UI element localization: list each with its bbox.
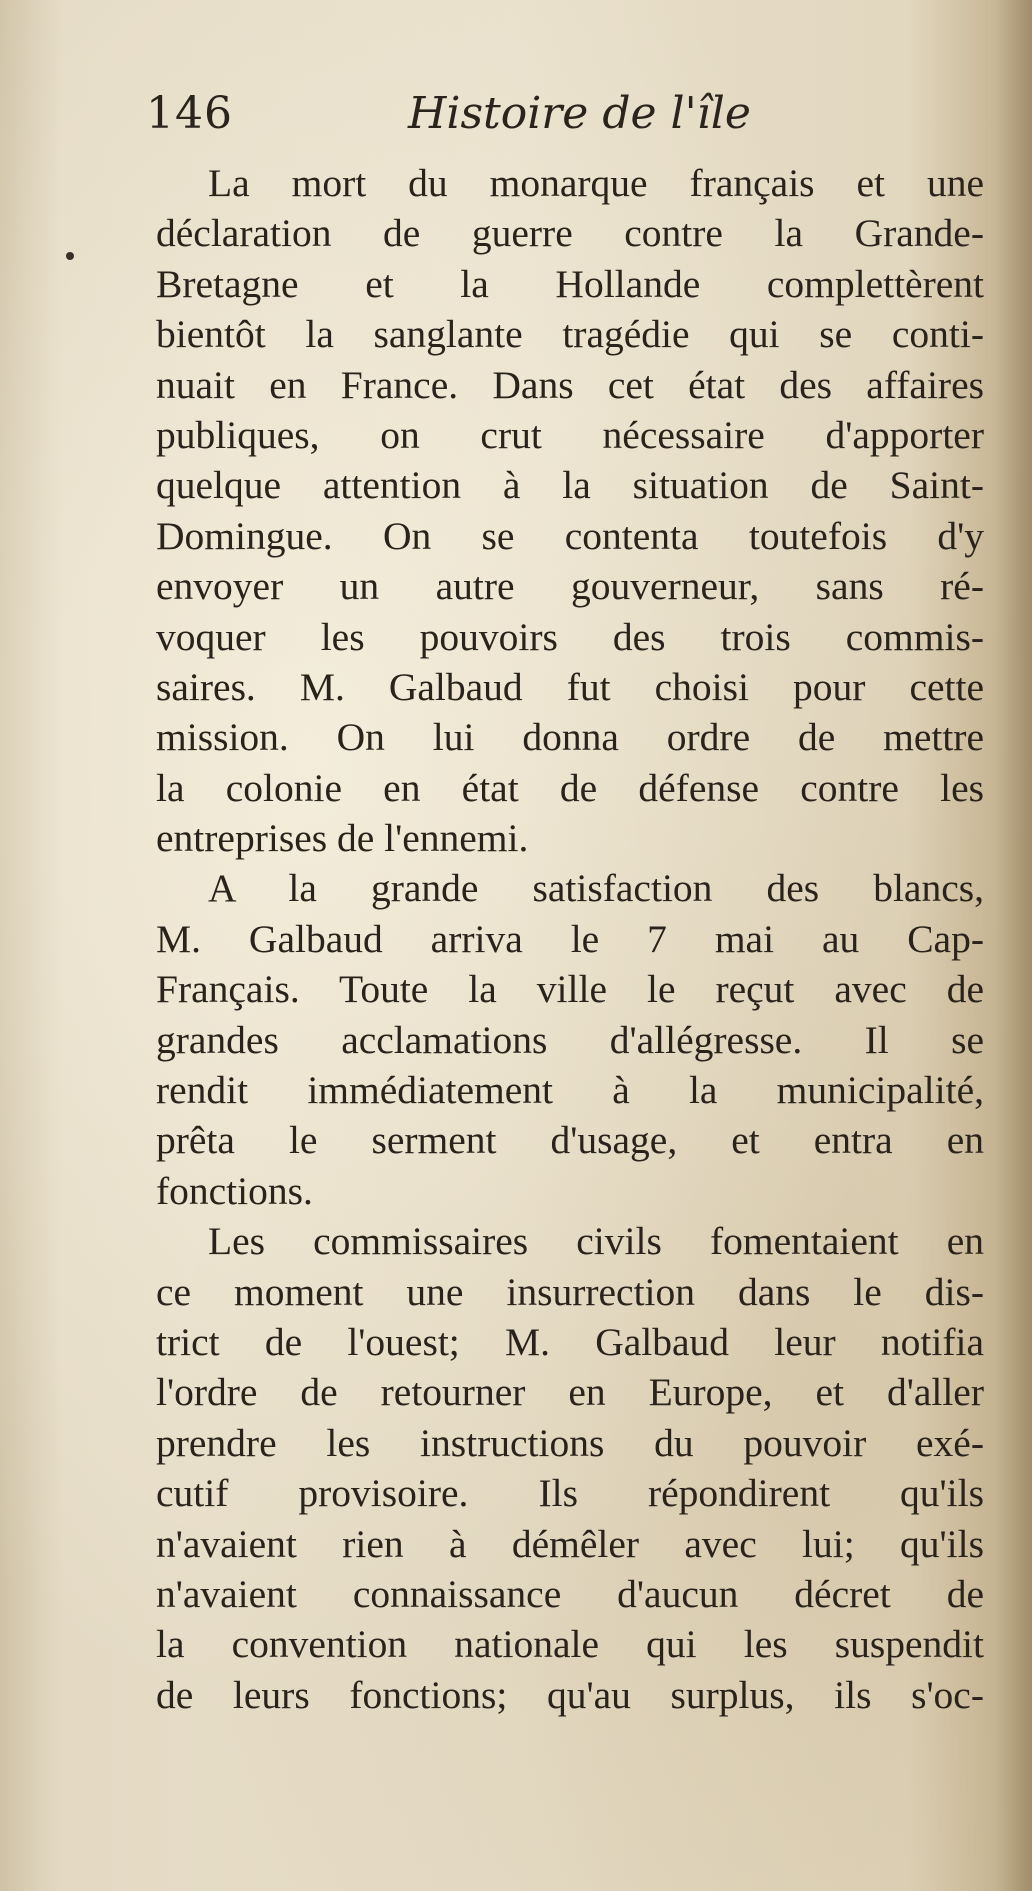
page-gutter-shadow — [996, 0, 1032, 1891]
body-text — [156, 158, 984, 1720]
text-line: bientôt la sanglante tragédie qui se conti- — [156, 312, 984, 357]
text-line: La mort du monarque français et une — [208, 161, 984, 205]
text-line: envoyer un autre gouverneur, sans ré- — [156, 564, 984, 609]
text-line: la convention nationale qui les suspendit — [156, 1622, 984, 1667]
text-line: Domingue. On se contenta toutefois d'y — [156, 513, 984, 558]
text-line: rendit immédiatement à la municipalité, — [156, 1068, 984, 1113]
text-line: entreprises de l'ennemi. — [156, 816, 529, 861]
text-line: n'avaient rien à démêler avec lui; qu'ils — [156, 1521, 984, 1566]
text-line: quelque attention à la situation de Saint- — [156, 463, 984, 508]
text-line: ce moment une insurrection dans le dis- — [156, 1269, 984, 1314]
running-title: Histoire de l'île — [408, 88, 751, 139]
text-line: nuait en France. Dans cet état des affaires — [156, 362, 984, 407]
text-line: cutif provisoire. Ils répondirent qu'ils — [156, 1471, 984, 1516]
text-line: prêta le serment d'usage, et entra en — [156, 1118, 984, 1163]
paragraph — [156, 158, 984, 863]
text-line: voquer les pouvoirs des trois commis- — [156, 614, 984, 659]
running-header — [146, 88, 866, 148]
ink-speck — [66, 252, 74, 260]
text-line: Bretagne et la Hollande complettèrent — [156, 261, 984, 306]
text-line: prendre les instructions du pouvoir exé- — [156, 1420, 984, 1465]
text-line: A la grande satisfaction des blancs, — [208, 866, 984, 911]
paragraph — [156, 1216, 984, 1720]
text-line: fonctions. — [156, 1168, 313, 1213]
text-line: l'ordre de retourner en Europe, et d'aller — [156, 1370, 984, 1415]
text-line: déclaration de guerre contre la Grande- — [156, 211, 984, 256]
text-line: publiques, on crut nécessaire d'apporter — [156, 412, 984, 457]
text-line: Les commissaires civils fomentaient en — [208, 1219, 984, 1264]
text-line: de leurs fonctions; qu'au surplus, ils s'oc- — [156, 1672, 984, 1717]
text-line: trict de l'ouest; M. Galbaud leur notifia — [156, 1319, 984, 1364]
paragraph — [156, 863, 984, 1216]
text-line: saires. M. Galbaud fut choisi pour cette — [156, 664, 984, 709]
text-line: grandes acclamations d'allégresse. Il se — [156, 1017, 984, 1062]
text-line: la colonie en état de défense contre les — [156, 765, 984, 810]
text-line: n'avaient connaissance d'aucun décret de — [156, 1571, 984, 1616]
text-line: M. Galbaud arriva le 7 mai au Cap- — [156, 916, 984, 961]
text-line: mission. On lui donna ordre de mettre — [156, 715, 984, 760]
text-line: Français. Toute la ville le reçut avec de — [156, 967, 984, 1012]
page-number: 146 — [146, 88, 233, 139]
